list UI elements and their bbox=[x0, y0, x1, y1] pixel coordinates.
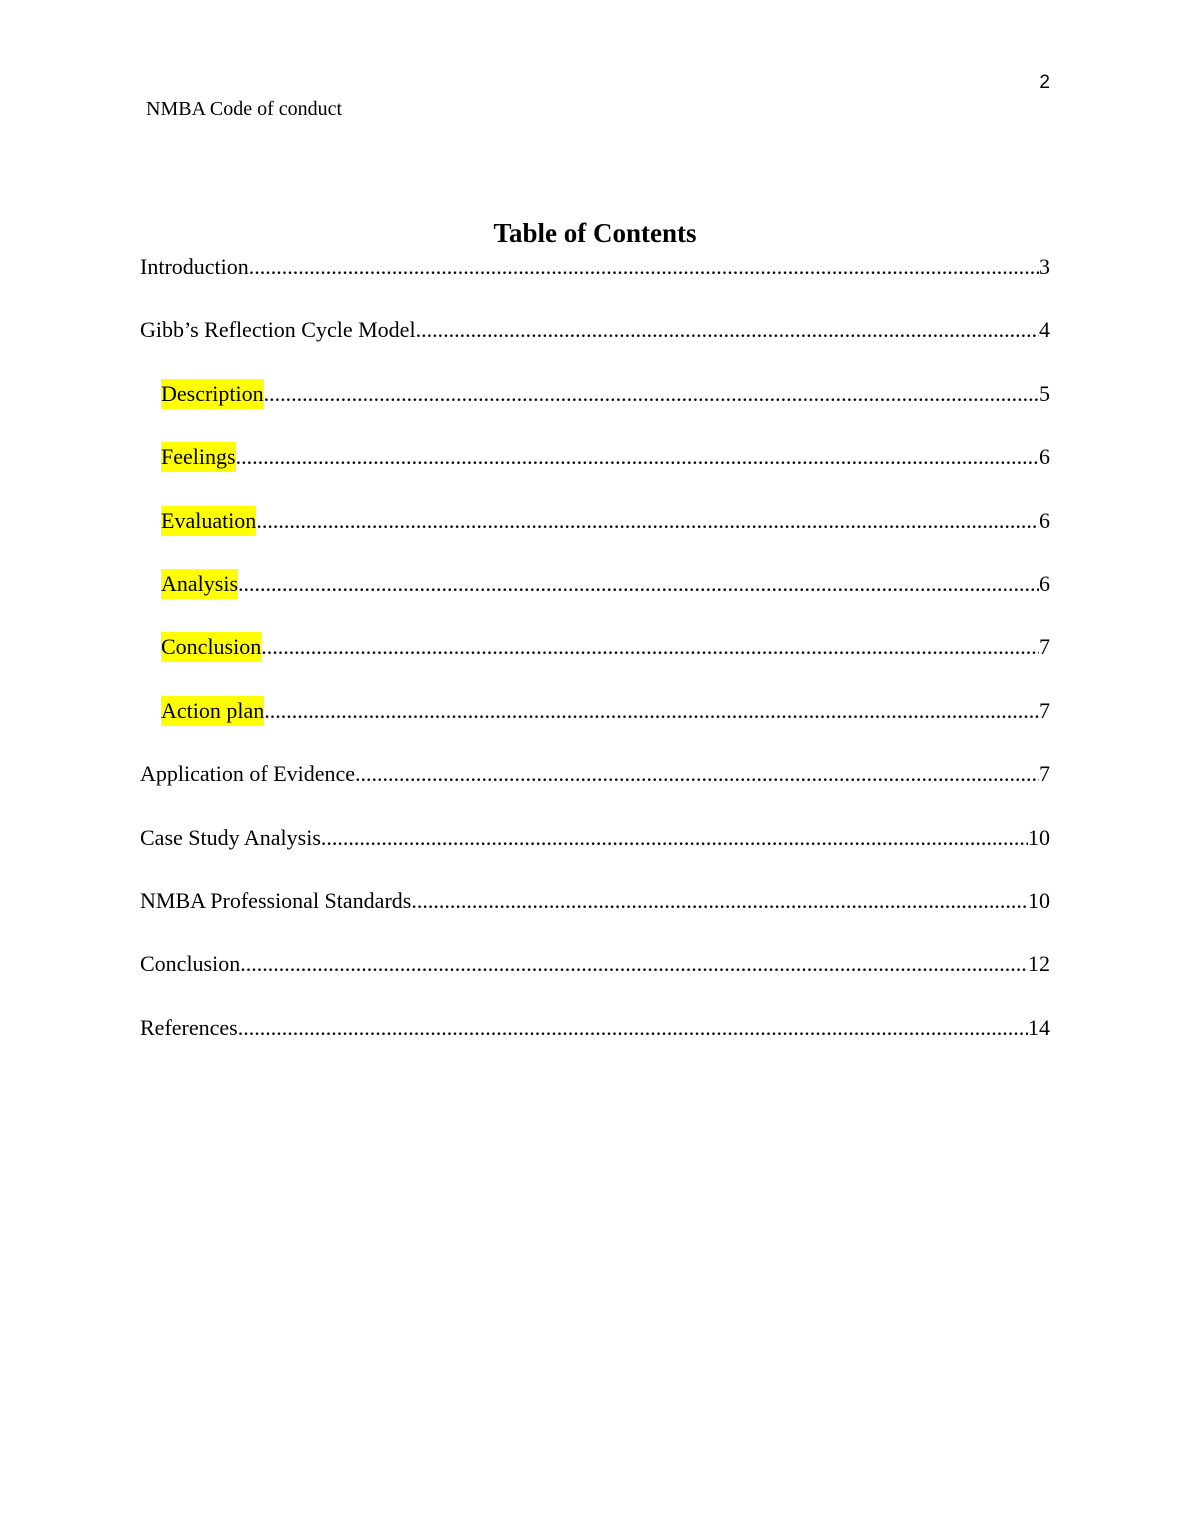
toc-entry-references[interactable] bbox=[140, 1013, 1050, 1043]
toc-entry-page: 6 bbox=[1039, 507, 1050, 533]
toc-entry-page: 7 bbox=[1039, 697, 1050, 723]
toc-entry-page: 7 bbox=[1039, 761, 1050, 787]
toc-entry-conclusion[interactable] bbox=[140, 949, 1050, 979]
dot-leader bbox=[264, 696, 1039, 726]
toc-entry-gibbs-reflection-cycle-model[interactable] bbox=[140, 315, 1050, 345]
toc-entry-label: References bbox=[140, 1014, 238, 1040]
toc-entry-introduction[interactable] bbox=[140, 252, 1050, 282]
page-number: 2 bbox=[1039, 72, 1050, 93]
toc-entry-analysis[interactable] bbox=[140, 569, 1050, 599]
toc-entry-evaluation[interactable] bbox=[140, 506, 1050, 536]
toc-title: Table of Contents bbox=[493, 218, 697, 248]
toc-entry-label: Description bbox=[161, 379, 264, 409]
dot-leader bbox=[264, 379, 1039, 409]
toc-entry-page: 5 bbox=[1039, 380, 1050, 406]
toc-entry-application-of-evidence[interactable] bbox=[140, 759, 1050, 789]
dot-leader bbox=[411, 886, 1028, 916]
dot-leader bbox=[321, 823, 1028, 853]
dot-leader bbox=[261, 632, 1039, 662]
dot-leader bbox=[256, 506, 1039, 536]
toc-entry-page: 14 bbox=[1028, 1014, 1050, 1040]
toc-entry-nmba-professional-standards[interactable] bbox=[140, 886, 1050, 916]
toc-entry-conclusion-sub[interactable] bbox=[140, 632, 1050, 662]
toc-entry-description[interactable] bbox=[140, 379, 1050, 409]
toc-entry-page: 4 bbox=[1039, 317, 1050, 343]
toc-entry-label: Application of Evidence bbox=[140, 761, 356, 787]
toc-entry-label: Action plan bbox=[161, 696, 264, 726]
toc-entry-page: 12 bbox=[1028, 951, 1050, 977]
toc-entry-label: Analysis bbox=[161, 569, 238, 599]
toc-entry-page: 7 bbox=[1039, 634, 1050, 660]
dot-leader bbox=[240, 949, 1028, 979]
running-head: NMBA Code of conduct bbox=[146, 98, 343, 120]
dot-leader bbox=[236, 442, 1039, 472]
toc-entry-feelings[interactable] bbox=[140, 442, 1050, 472]
toc-entry-label: Conclusion bbox=[140, 951, 241, 977]
toc-entry-label: NMBA Professional Standards bbox=[140, 887, 412, 913]
toc-entry-label: Evaluation bbox=[161, 506, 256, 536]
toc-entry-label: Introduction bbox=[140, 254, 249, 279]
dot-leader bbox=[249, 252, 1039, 282]
toc-entry-page: 10 bbox=[1028, 887, 1050, 913]
table-of-contents bbox=[140, 252, 1050, 1076]
dot-leader bbox=[355, 759, 1039, 789]
toc-entry-page: 6 bbox=[1039, 444, 1050, 470]
toc-entry-page: 6 bbox=[1039, 570, 1050, 596]
dot-leader bbox=[238, 1013, 1028, 1043]
toc-entry-label: Conclusion bbox=[161, 632, 261, 662]
toc-entry-label: Feelings bbox=[161, 442, 236, 472]
toc-entry-page: 10 bbox=[1028, 824, 1050, 850]
dot-leader bbox=[416, 315, 1039, 345]
toc-entry-page: 3 bbox=[1039, 254, 1050, 279]
toc-entry-action-plan[interactable] bbox=[140, 696, 1050, 726]
toc-entry-label: Gibb’s Reflection Cycle Model bbox=[140, 317, 416, 343]
dot-leader bbox=[238, 569, 1039, 599]
toc-entry-case-study-analysis[interactable] bbox=[140, 823, 1050, 853]
toc-entry-label: Case Study Analysis bbox=[140, 824, 321, 850]
